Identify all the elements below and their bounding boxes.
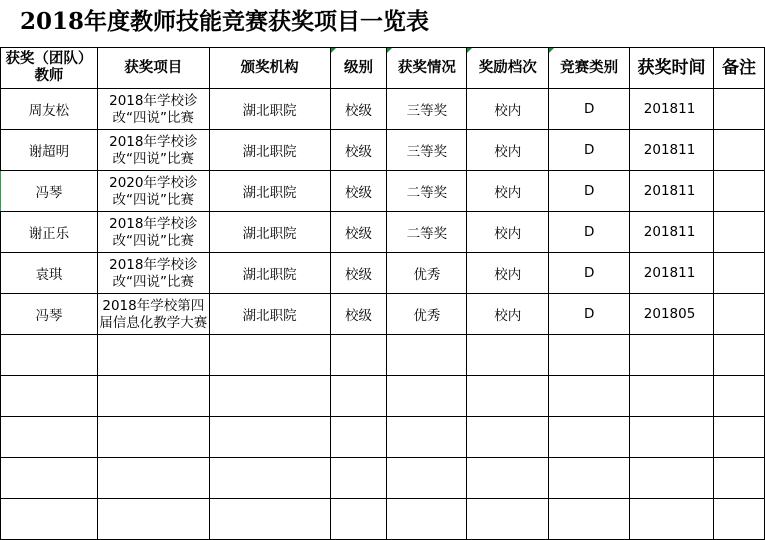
cell-project-text: 2018年学校第四届信息化教学大赛 — [99, 297, 208, 331]
empty-cell[interactable] — [714, 335, 765, 376]
table-row — [1, 253, 765, 294]
cell-time[interactable]: 201811 — [630, 130, 714, 171]
cell-time[interactable]: 201811 — [630, 253, 714, 294]
empty-cell[interactable] — [97, 335, 209, 376]
empty-cell[interactable] — [714, 458, 765, 499]
sheet-title: 2018年度教师技能竞赛获奖项目一览表 — [20, 8, 430, 35]
cell-category[interactable]: D — [549, 253, 630, 294]
table-row — [1, 294, 765, 335]
cell-project-text: 2018年学校诊改“四说”比赛 — [109, 215, 198, 249]
cell-grade[interactable]: 校内 — [467, 212, 549, 253]
cell-time[interactable]: 201811 — [630, 212, 714, 253]
cell-level[interactable]: 校级 — [330, 89, 387, 130]
empty-cell[interactable] — [1, 458, 98, 499]
cell-project[interactable] — [97, 89, 209, 130]
cell-grade[interactable]: 校内 — [467, 253, 549, 294]
empty-cell[interactable] — [209, 376, 330, 417]
cell-teacher[interactable]: 袁琪 — [1, 253, 98, 294]
empty-cell[interactable] — [549, 335, 630, 376]
table-row — [1, 130, 765, 171]
empty-cell[interactable] — [1, 417, 98, 458]
empty-cell[interactable] — [1, 376, 98, 417]
cell-project-text: 2020年学校诊改“四说”比赛 — [109, 174, 198, 208]
header-grade[interactable]: 奖励档次 — [467, 48, 549, 89]
empty-cell[interactable] — [330, 417, 387, 458]
empty-cell[interactable] — [630, 458, 714, 499]
empty-cell[interactable] — [467, 335, 549, 376]
empty-cell[interactable] — [330, 335, 387, 376]
cell-org[interactable]: 湖北职院 — [209, 294, 330, 335]
cell-note[interactable] — [714, 212, 765, 253]
cell-category[interactable]: D — [549, 294, 630, 335]
empty-cell[interactable] — [387, 458, 467, 499]
empty-cell[interactable] — [1, 335, 98, 376]
empty-cell[interactable] — [1, 499, 98, 540]
empty-cell[interactable] — [97, 376, 209, 417]
cell-level[interactable]: 校级 — [330, 171, 387, 212]
empty-cell[interactable] — [549, 376, 630, 417]
cell-org[interactable]: 湖北职院 — [209, 171, 330, 212]
cell-time[interactable]: 201811 — [630, 89, 714, 130]
cell-grade[interactable]: 校内 — [467, 89, 549, 130]
empty-cell[interactable] — [97, 417, 209, 458]
cell-grade[interactable]: 校内 — [467, 294, 549, 335]
empty-cell[interactable] — [97, 458, 209, 499]
cell-project[interactable] — [97, 253, 209, 294]
header-org[interactable]: 颁奖机构 — [209, 48, 330, 89]
cell-result[interactable]: 优秀 — [387, 253, 467, 294]
cell-org[interactable]: 湖北职院 — [209, 253, 330, 294]
empty-row — [1, 376, 765, 417]
cell-note[interactable] — [714, 253, 765, 294]
cell-org[interactable]: 湖北职院 — [209, 89, 330, 130]
cell-category[interactable]: D — [549, 130, 630, 171]
cell-teacher[interactable]: 谢超明 — [1, 130, 98, 171]
cell-category[interactable]: D — [549, 212, 630, 253]
cell-note[interactable] — [714, 171, 765, 212]
empty-cell[interactable] — [330, 376, 387, 417]
empty-cell[interactable] — [387, 376, 467, 417]
empty-row — [1, 499, 765, 540]
empty-row — [1, 335, 765, 376]
empty-row — [1, 417, 765, 458]
header-time[interactable]: 获奖时间 — [630, 48, 714, 89]
cell-org[interactable]: 湖北职院 — [209, 130, 330, 171]
cell-project[interactable] — [97, 130, 209, 171]
empty-cell[interactable] — [330, 458, 387, 499]
empty-cell[interactable] — [387, 417, 467, 458]
empty-cell[interactable] — [549, 417, 630, 458]
empty-cell[interactable] — [630, 499, 714, 540]
empty-cell[interactable] — [209, 499, 330, 540]
cell-time[interactable]: 201811 — [630, 171, 714, 212]
cell-project[interactable] — [97, 294, 209, 335]
cell-teacher[interactable]: 冯琴 — [1, 171, 98, 212]
table-row — [1, 89, 765, 130]
cell-time[interactable]: 201805 — [630, 294, 714, 335]
cell-note[interactable] — [714, 294, 765, 335]
empty-cell[interactable] — [467, 376, 549, 417]
header-project[interactable]: 获奖项目 — [97, 48, 209, 89]
header-result[interactable]: 获奖情况 — [387, 48, 467, 89]
cell-level[interactable]: 校级 — [330, 130, 387, 171]
empty-cell[interactable] — [209, 335, 330, 376]
header-teacher[interactable]: 获奖（团队）教师 — [1, 48, 98, 89]
cell-result[interactable]: 三等奖 — [387, 130, 467, 171]
cell-result[interactable]: 三等奖 — [387, 89, 467, 130]
cell-result[interactable]: 二等奖 — [387, 212, 467, 253]
cell-category[interactable]: D — [549, 171, 630, 212]
cell-teacher[interactable]: 冯琴 — [1, 294, 98, 335]
cell-grade[interactable]: 校内 — [467, 130, 549, 171]
empty-cell[interactable] — [209, 458, 330, 499]
empty-cell[interactable] — [714, 499, 765, 540]
empty-cell[interactable] — [467, 499, 549, 540]
cell-org[interactable]: 湖北职院 — [209, 212, 330, 253]
empty-cell[interactable] — [467, 458, 549, 499]
cell-teacher[interactable]: 谢正乐 — [1, 212, 98, 253]
cell-result[interactable]: 二等奖 — [387, 171, 467, 212]
empty-cell[interactable] — [97, 499, 209, 540]
empty-cell[interactable] — [467, 417, 549, 458]
empty-cell[interactable] — [330, 499, 387, 540]
table-row — [1, 171, 765, 212]
cell-level[interactable]: 校级 — [330, 253, 387, 294]
cell-project-text: 2018年学校诊改“四说”比赛 — [109, 92, 198, 126]
cell-project[interactable] — [97, 212, 209, 253]
cell-project-text: 2018年学校诊改“四说”比赛 — [109, 133, 198, 167]
header-category[interactable]: 竞赛类别 — [549, 48, 630, 89]
empty-cell[interactable] — [714, 417, 765, 458]
cell-grade[interactable]: 校内 — [467, 171, 549, 212]
cell-project[interactable] — [97, 171, 209, 212]
cell-level[interactable]: 校级 — [330, 212, 387, 253]
empty-cell[interactable] — [387, 335, 467, 376]
empty-cell[interactable] — [387, 499, 467, 540]
cell-project-text: 2018年学校诊改“四说”比赛 — [109, 256, 198, 290]
cell-note[interactable] — [714, 130, 765, 171]
empty-cell[interactable] — [209, 417, 330, 458]
empty-row — [1, 458, 765, 499]
header-level[interactable]: 级别 — [330, 48, 387, 89]
empty-cell[interactable] — [630, 376, 714, 417]
empty-cell[interactable] — [630, 335, 714, 376]
cell-level[interactable]: 校级 — [330, 294, 387, 335]
cell-category[interactable]: D — [549, 89, 630, 130]
empty-cell[interactable] — [549, 458, 630, 499]
cell-note[interactable] — [714, 89, 765, 130]
empty-cell[interactable] — [549, 499, 630, 540]
empty-cell[interactable] — [630, 417, 714, 458]
table-row — [1, 212, 765, 253]
empty-cell[interactable] — [714, 376, 765, 417]
header-row — [1, 48, 765, 89]
awards-table — [0, 47, 765, 540]
cell-result[interactable]: 优秀 — [387, 294, 467, 335]
cell-teacher[interactable]: 周友松 — [1, 89, 98, 130]
header-note[interactable]: 备注 — [714, 48, 765, 89]
